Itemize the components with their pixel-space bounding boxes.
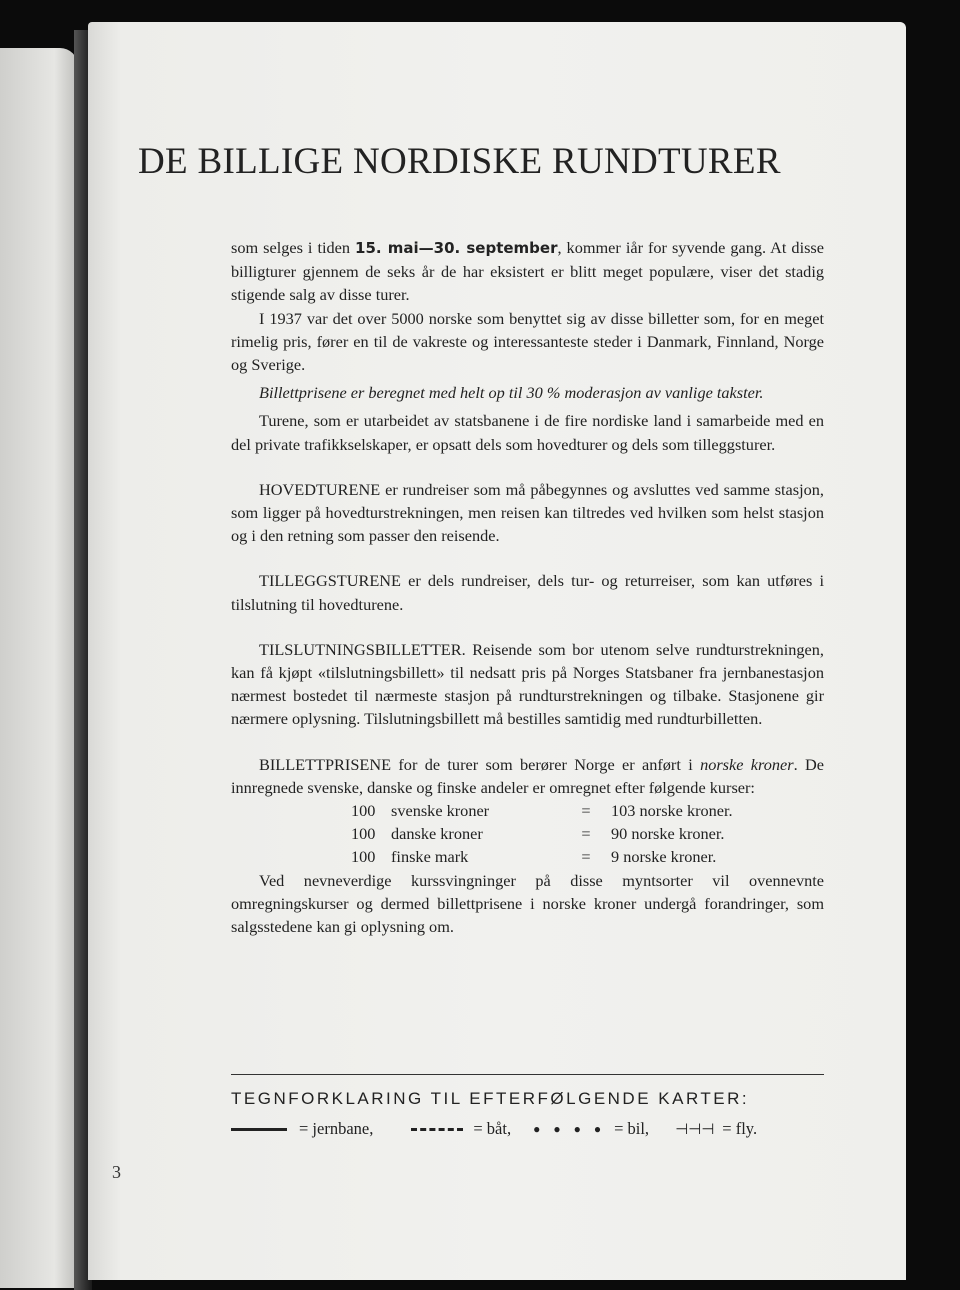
paragraph-billettprisene: BILLETTPRISENE for de turer som berører Norge er anført i norske kroner. De innregnede svenske, danske og finske andeler er omregnet efter følgende kurser: <box>231 754 824 797</box>
rate-amount: 100 <box>351 824 376 844</box>
paragraph-closing: Ved nevneverdige kurssvingninger på disse myntsorter vil ovennevnte omregningskurser og dermed billettprisene i norske kroner undergå forandringer, som salgsstedene kan gi oplysning om. <box>231 870 824 937</box>
rate-value: 9 norske kroner. <box>611 847 717 867</box>
rate-equals: = <box>581 801 591 821</box>
rate-row <box>231 799 824 822</box>
rate-amount: 100 <box>351 847 376 867</box>
legend-flight-label: = fly. <box>722 1119 758 1139</box>
paragraph-1937: I 1937 var det over 5000 norske som benyttet sig av disse billetter som, for en meget rimelig pris, fører en til de vakreste og interessanteste steder i Danmark, Finnland, Norge og Sverige. <box>231 308 824 375</box>
intro-text-rest: , kommer iår for syvende gang. At disse billigturer gjennem de seks år de har eksistert er blitt meget populære, viser det stadig stigende salg av disse turer. <box>231 238 824 305</box>
map-legend-title: TEGNFORKLARING TIL EFTERFØLGENDE KARTER: <box>231 1089 750 1108</box>
paragraph-tilslutningsbilletter: TILSLUTNINGSBILLETTER. Reisende som bor utenom selve rundturstrekningen, kan få kjøpt «tilslutningsbillett» til nedsatt pris på Norges Statsbaner fra jernbanestasjon nærmest bostedet til nærmeste stasjon på rundturstrekningen og tilbake. Stasjonene gir nærmere oplysning. Tilslutningsbillett må bestilles samtidig med rundturbilletten. <box>231 639 824 729</box>
exchange-rates-table <box>231 799 824 869</box>
rate-row <box>231 845 824 868</box>
paragraph-tilleggsturene: TILLEGGSTURENE er dels rundreiser, dels tur- og returreiser, som kan utføres i tilslutning til hovedturene. <box>231 571 824 614</box>
page-number: 3 <box>112 1162 121 1182</box>
car-dotted-line-icon: ● ● ● ● <box>533 1121 607 1136</box>
rate-currency: finske mark <box>391 847 469 867</box>
rate-value: 90 norske kroner. <box>611 824 725 844</box>
railway-line-icon <box>231 1128 287 1131</box>
paragraph-turene: Turene, som er utarbeidet av statsbanene i de fire nordiske land i samarbeide med en del private trafikkselskaper, er opsatt dels som hovedturer og dels som tilleggsturer. <box>231 411 824 454</box>
legend-railway-label: = jernbane, <box>299 1119 374 1139</box>
legend-boat-label: = båt, <box>473 1119 512 1139</box>
rate-currency: svenske kroner <box>391 801 490 821</box>
paragraph-moderasjon: Billettprisene er beregnet med helt op til 30 % moderasjon av vanlige takster. <box>259 383 764 403</box>
legend-car-label: = bil, <box>614 1119 650 1139</box>
intro-text: som selges i tiden <box>231 238 356 257</box>
horizontal-divider <box>231 1074 824 1075</box>
body-text <box>231 236 824 938</box>
rate-amount: 100 <box>351 801 376 821</box>
season-dates: 15. mai—30. september <box>355 239 558 257</box>
boat-dashed-line-icon <box>411 1128 463 1131</box>
paragraph-hovedturene: HOVEDTURENE er rundreiser som må påbegynnes og avsluttes ved samme stasjon, som ligger på hovedturstrekningen, men reisen kan tiltredes ved hvilken som helst stasjon og i den retning som passer den reisende. <box>231 479 824 546</box>
rate-value: 103 norske kroner. <box>611 801 733 821</box>
norske-kroner-emphasis: norske kroner <box>700 754 794 774</box>
page-title: DE BILLIGE NORDISKE RUNDTURER <box>138 141 781 182</box>
rate-equals: = <box>581 824 591 844</box>
rate-equals: = <box>581 847 591 867</box>
intro-paragraph <box>231 236 824 307</box>
map-legend <box>231 1118 831 1139</box>
flight-line-icon: ⊣⊣⊣ <box>675 1120 715 1139</box>
facing-page-edge <box>0 48 78 1288</box>
rate-row <box>231 822 824 845</box>
brochure-page <box>88 22 906 1280</box>
rate-currency: danske kroner <box>391 824 483 844</box>
